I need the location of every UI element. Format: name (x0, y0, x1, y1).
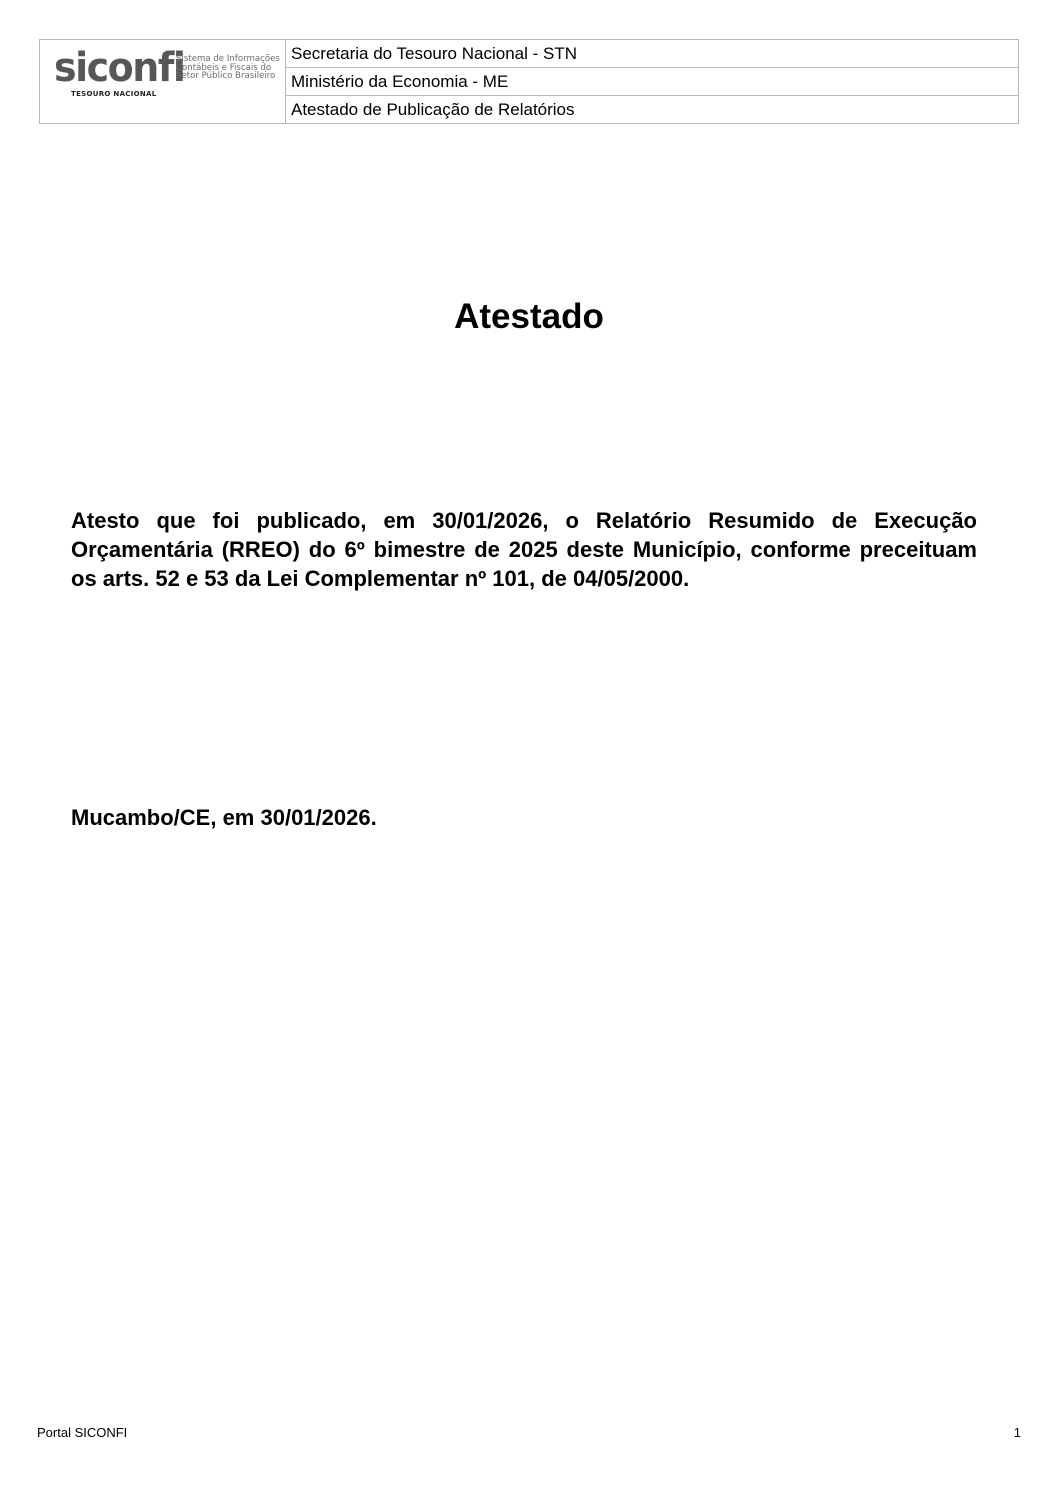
header-ministerio: Ministério da Economia - ME (286, 68, 1018, 96)
logo-wordmark: siconfi (54, 44, 185, 91)
siconfi-logo (40, 40, 286, 123)
header-table (39, 39, 1019, 124)
attestation-text: Atesto que foi publicado, em 30/01/2026, o Relatório Resumido de Execução Orçamentária (RREO) do 6º bimestre de 2025 deste Município, conforme preceituam os arts. 52 e 53 da Lei Complementar nº 101, de 04/05/2000. (71, 508, 977, 591)
logo-agency: TESOURO NACIONAL (71, 90, 157, 98)
logo-subtitle (176, 55, 280, 81)
header-document-type: Atestado de Publicação de Relatórios (291, 100, 575, 119)
header-secretaria: Secretaria do Tesouro Nacional - STN (286, 40, 1018, 68)
footer-page-number: 1 (1013, 1425, 1021, 1440)
place-and-date: Mucambo/CE, em 30/01/2026. (71, 805, 377, 830)
footer-portal-name: Portal SICONFI (37, 1425, 128, 1440)
logo-subtitle-line: Sistema de Informações (176, 54, 280, 64)
logo-subtitle-line: Setor Público Brasileiro (176, 71, 276, 82)
page-title: Atestado (454, 297, 604, 336)
logo-subtitle-line: Contábeis e Fiscais do (176, 62, 272, 73)
header-info (286, 40, 1018, 123)
